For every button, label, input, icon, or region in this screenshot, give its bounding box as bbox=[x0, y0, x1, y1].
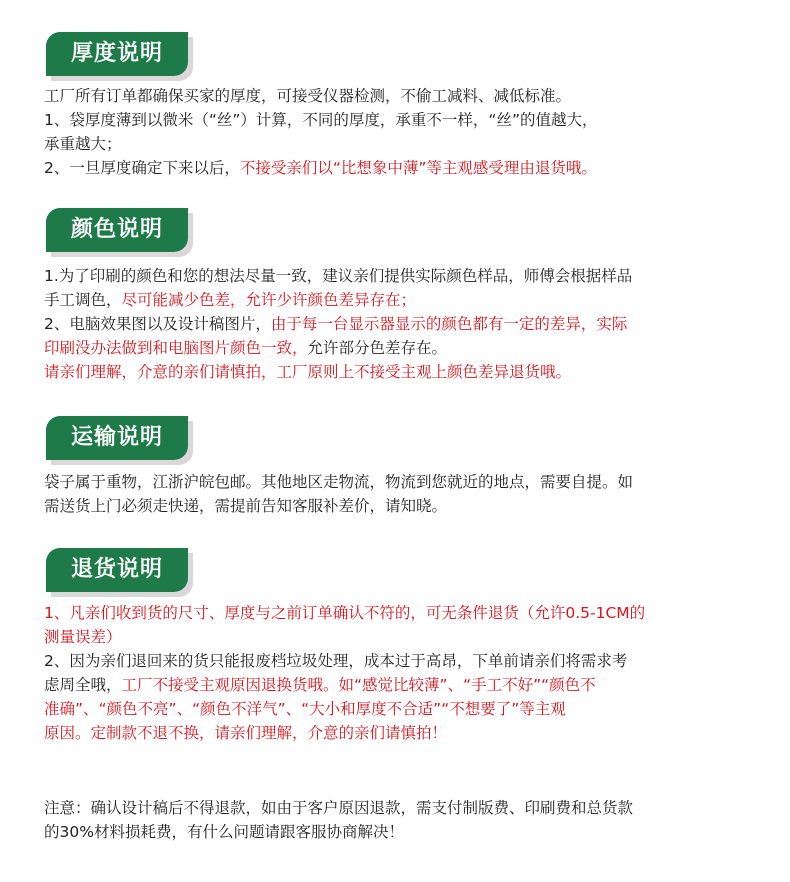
section-tag-color bbox=[46, 208, 188, 252]
highlight-run: 尽可能减少色差，允许少许颜色差异存在； bbox=[121, 291, 417, 309]
section-title: 厚度说明 bbox=[70, 41, 163, 66]
note-line: 的30%材料损耗费，有什么问题请跟客服协商解决！ bbox=[44, 823, 404, 841]
text-run: 需送货上门必须走快递，需提前告知客服补差价，请知晓。 bbox=[44, 497, 448, 515]
text-run: 工厂所有订单都确保买家的厚度，可接受仪器检测，不偷工减料、减低标准。 bbox=[44, 87, 572, 105]
text-line bbox=[44, 673, 754, 697]
text-run: 1.为了印刷的颜色和您的想法尽量一致，建议亲们提供实际颜色样品，师傅会根据样品 bbox=[44, 267, 633, 285]
text-line bbox=[44, 156, 754, 180]
text-line bbox=[44, 494, 754, 518]
text-line bbox=[44, 649, 754, 673]
note-block bbox=[44, 796, 754, 844]
text-line bbox=[44, 360, 754, 384]
text-run: 2、电脑效果图以及设计稿图片， bbox=[44, 315, 271, 333]
section-tag-shipping bbox=[46, 416, 188, 460]
text-line bbox=[44, 288, 754, 312]
highlight-run: 由于每一台显示器显示的颜色都有一定的差异，实际 bbox=[270, 315, 628, 333]
text-run: 虑周全哦， bbox=[44, 676, 122, 694]
section-body bbox=[44, 470, 754, 518]
section-body bbox=[44, 601, 754, 745]
highlight-run: 1、凡亲们收到货的尺寸、厚度与之前订单确认不符的，可无条件退货（允许0.5-1CM的 bbox=[44, 604, 646, 622]
highlight-run: 准确”、“颜色不亮”、“颜色不洋气”、“大小和厚度不合适”“不想要了”等主观 bbox=[44, 700, 566, 718]
text-line bbox=[44, 312, 754, 336]
text-run: 2、一旦厚度确定下来以后， bbox=[44, 159, 240, 177]
highlight-run: 不接受亲们以“比想象中薄”等主观感受理由退货哦。 bbox=[239, 159, 597, 177]
text-line bbox=[44, 601, 754, 625]
text-line bbox=[44, 84, 754, 108]
section-tag-returns bbox=[46, 548, 188, 592]
text-run: 袋子属于重物，江浙沪皖包邮。其他地区走物流，物流到您就近的地点，需要自提。如 bbox=[44, 473, 634, 491]
text-run: 手工调色， bbox=[44, 291, 122, 309]
highlight-run: 工厂不接受主观原因退换货哦。如“感觉比较薄”、“手工不好”“颜色不 bbox=[121, 676, 596, 694]
highlight-run: 测量误差） bbox=[44, 628, 122, 646]
text-line bbox=[44, 108, 754, 132]
text-line bbox=[44, 132, 754, 156]
section-title: 退货说明 bbox=[70, 557, 163, 582]
note-line: 注意：确认设计稿后不得退款，如由于客户原因退款，需支付制版费、印刷费和总货款 bbox=[44, 799, 634, 817]
section-title: 运输说明 bbox=[70, 425, 163, 450]
text-line bbox=[44, 625, 754, 649]
text-run: 承重越大； bbox=[44, 135, 122, 153]
section-body bbox=[44, 264, 754, 384]
highlight-run: 印刷没办法做到和电脑图片颜色一致， bbox=[44, 339, 308, 357]
section-body bbox=[44, 84, 754, 180]
section-title: 颜色说明 bbox=[70, 217, 163, 242]
text-run: 允许部分色差存在。 bbox=[307, 339, 448, 357]
highlight-run: 请亲们理解，介意的亲们请慎拍，工厂原则上不接受主观上颜色差异退货哦。 bbox=[44, 363, 572, 381]
text-line bbox=[44, 697, 754, 721]
section-tag-thickness bbox=[46, 32, 188, 76]
text-line bbox=[44, 470, 754, 494]
highlight-run: 原因。定制款不退不换，请亲们理解，介意的亲们请慎拍！ bbox=[44, 724, 448, 742]
text-run: 1、袋厚度薄到以微米（“丝”）计算，不同的厚度，承重不一样，“丝”的值越大， bbox=[44, 111, 598, 129]
text-line bbox=[44, 264, 754, 288]
text-line bbox=[44, 336, 754, 360]
text-run: 2、因为亲们退回来的货只能报废档垃圾处理，成本过于高昂，下单前请亲们将需求考 bbox=[44, 652, 628, 670]
text-line bbox=[44, 721, 754, 745]
